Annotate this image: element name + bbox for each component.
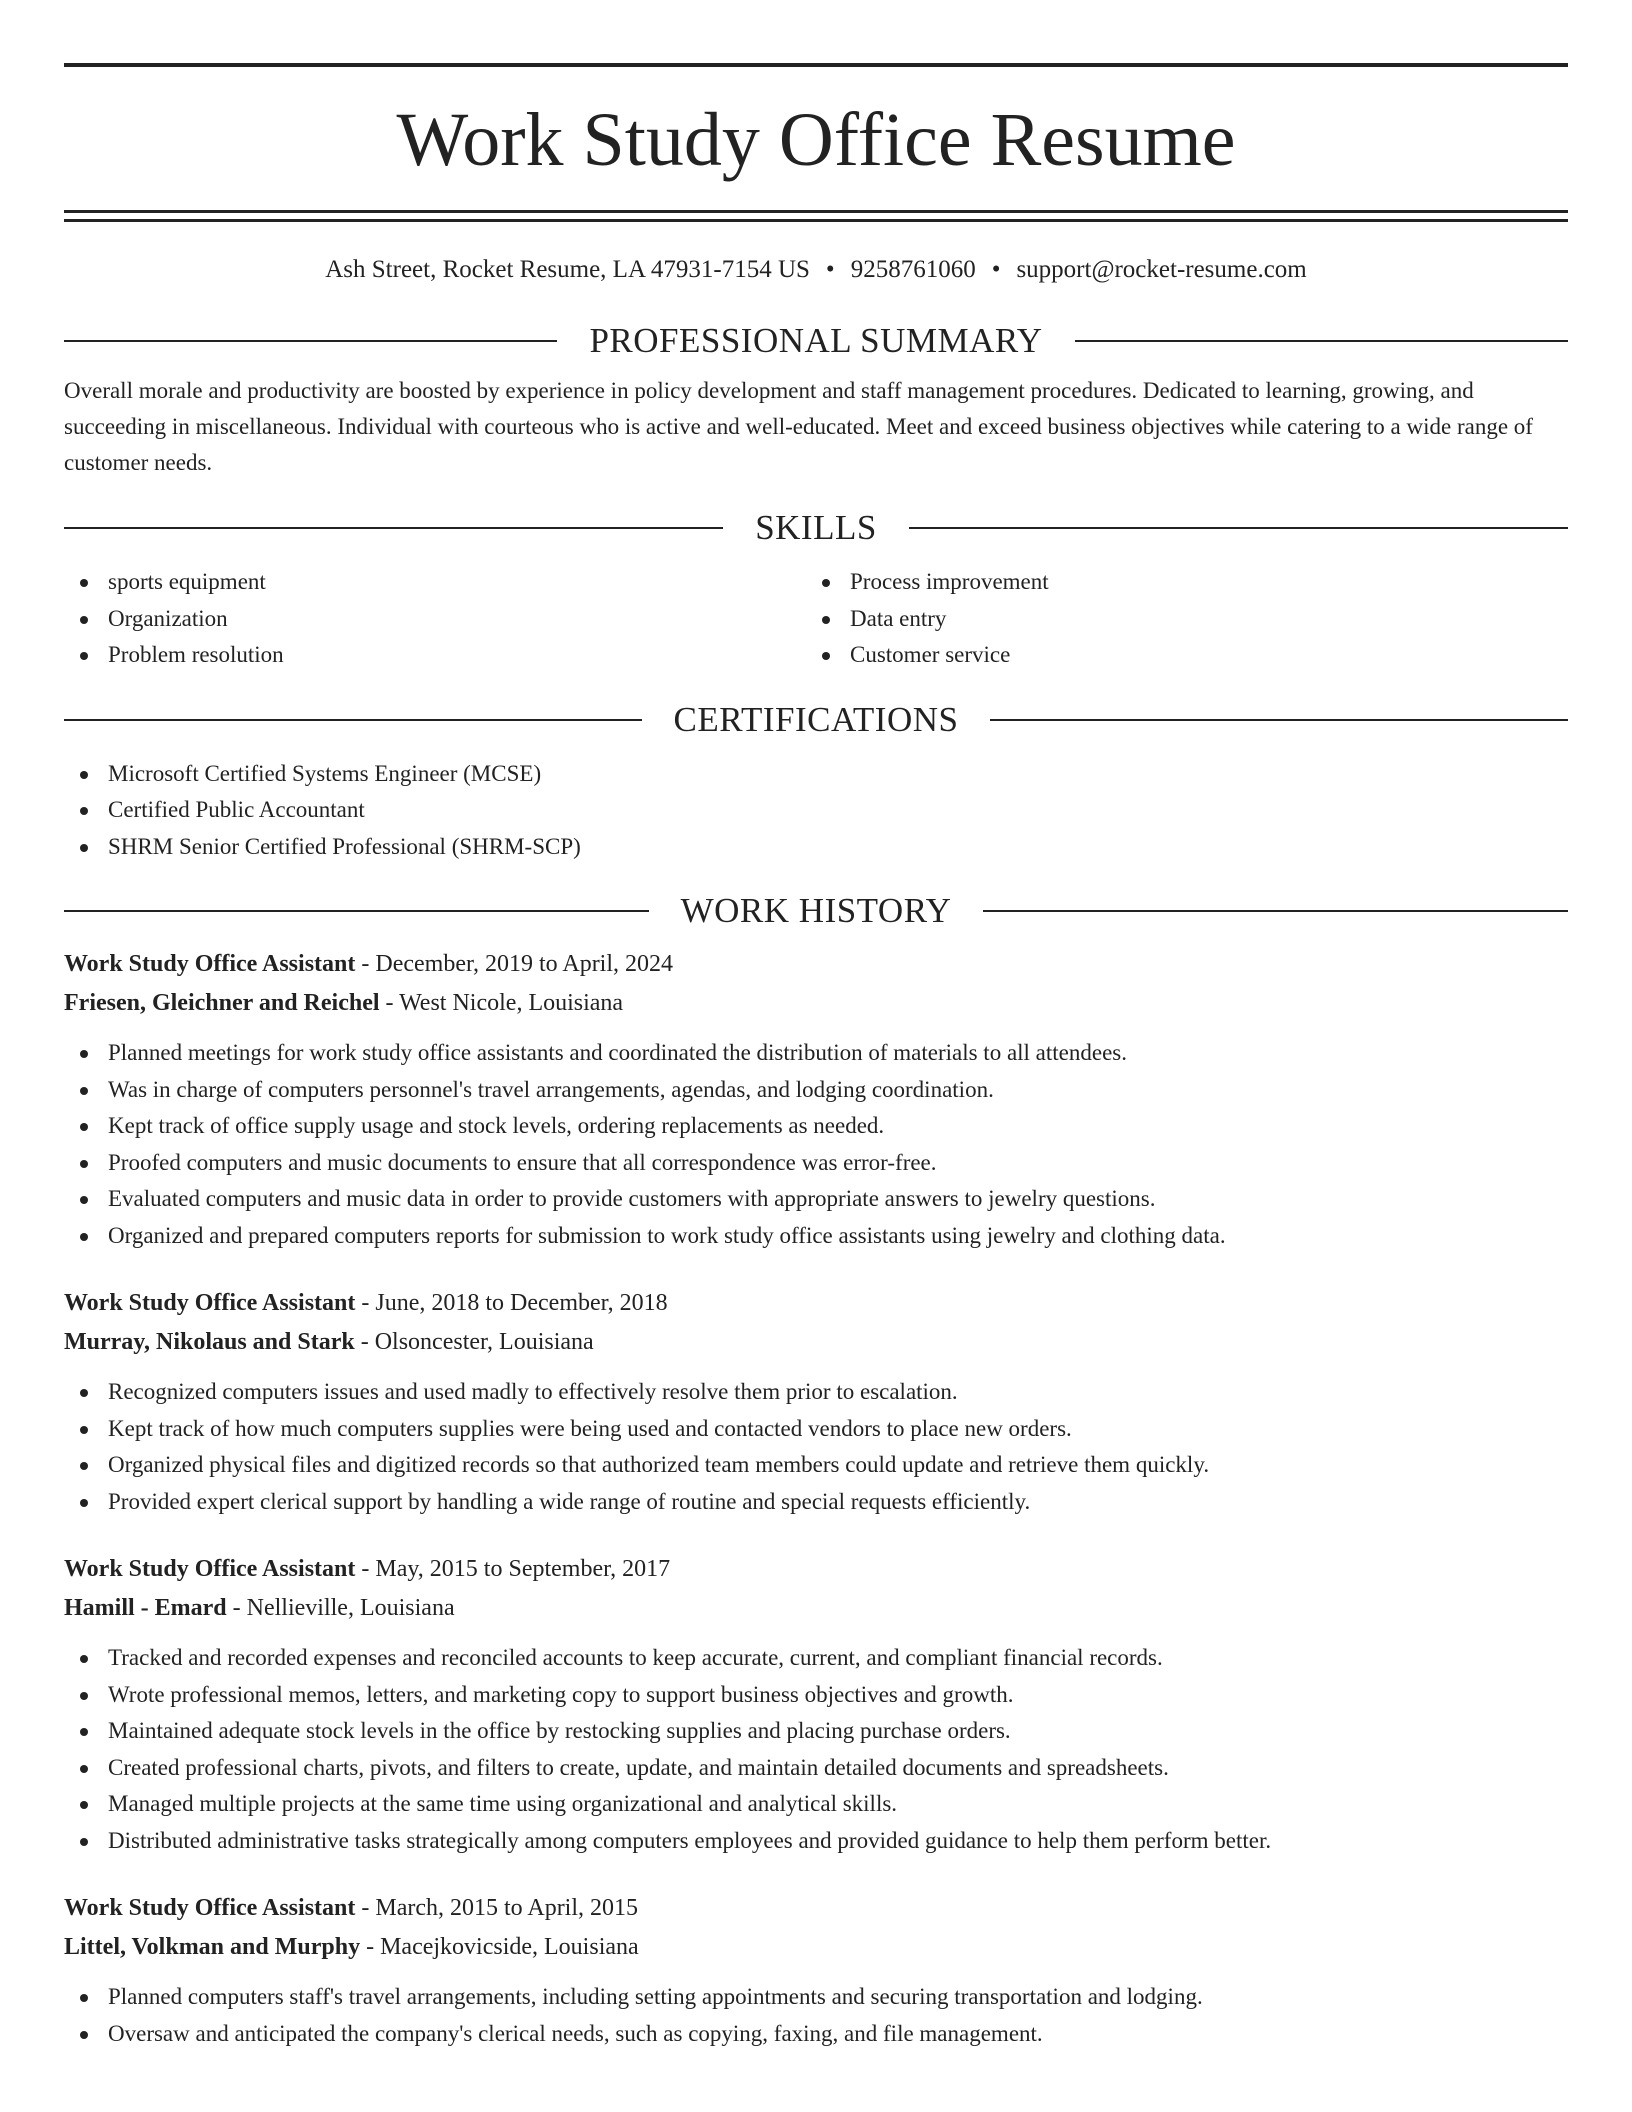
job-title: Work Study Office Assistant xyxy=(64,1290,356,1316)
job-title: Work Study Office Assistant xyxy=(64,1895,356,1921)
job-dash: - xyxy=(360,1934,381,1960)
contact-separator: • xyxy=(991,256,1001,283)
job-company-line xyxy=(64,1323,1568,1362)
resume-title: Work Study Office Resume xyxy=(396,98,1236,182)
job-bullet: Planned meetings for work study office assistants and coordinated the distribution of materials to all attendees. xyxy=(64,1035,1568,1072)
resume-page xyxy=(64,0,1568,2052)
job-dash: - xyxy=(354,1329,375,1355)
certifications-list xyxy=(64,756,1568,866)
job-bullet: Provided expert clerical support by handling a wide range of routine and special requests efficiently. xyxy=(64,1484,1568,1521)
certification-item: Microsoft Certified Systems Engineer (MCSE) xyxy=(64,756,1568,793)
job-dash: - xyxy=(379,990,400,1016)
job-bullets xyxy=(64,1035,1568,1254)
certification-item: Certified Public Accountant xyxy=(64,792,1568,829)
job-company-line xyxy=(64,984,1568,1023)
summary-text: Overall morale and productivity are boosted by experience in policy development and staff management procedures. Dedicated to learning, growing, and succeeding in miscellaneous. Individual with courteous who is active and well-educated. Meet and exceed business objectives while catering to a wide range of customer needs. xyxy=(64,378,1533,475)
heading-rule-left xyxy=(64,910,649,912)
job-bullet: Kept track of office supply usage and stock levels, ordering replacements as needed. xyxy=(64,1108,1568,1145)
job-dash: - xyxy=(355,1895,376,1921)
job-bullet: Organized physical files and digitized records so that authorized team members could update and retrieve them quickly. xyxy=(64,1447,1568,1484)
contact-line xyxy=(64,255,1568,285)
contact-separator: • xyxy=(825,256,835,283)
job-bullet: Planned computers staff's travel arrangements, including setting appointments and securing transportation and lodging. xyxy=(64,1979,1568,2016)
job-location: West Nicole, Louisiana xyxy=(399,990,624,1016)
job-dash: - xyxy=(355,1290,376,1316)
skills-list-left xyxy=(64,564,806,674)
job-entry xyxy=(64,945,1568,1254)
job-dates: December, 2019 to April, 2024 xyxy=(375,951,674,977)
job-company-line xyxy=(64,1589,1568,1628)
heading-rule-right xyxy=(990,719,1568,721)
job-title-line xyxy=(64,1550,1568,1589)
certification-item: SHRM Senior Certified Professional (SHRM-SCP) xyxy=(64,829,1568,866)
heading-rule-left xyxy=(64,527,723,529)
job-bullet: Evaluated computers and music data in order to provide customers with appropriate answers to jewelry questions. xyxy=(64,1181,1568,1218)
job-dash: - xyxy=(226,1595,247,1621)
job-title: Work Study Office Assistant xyxy=(64,951,356,977)
skill-item: Data entry xyxy=(806,601,1548,638)
job-company: Murray, Nikolaus and Stark xyxy=(64,1329,355,1355)
skills-list-right xyxy=(806,564,1548,674)
job-company-line xyxy=(64,1928,1568,1967)
job-dash: - xyxy=(355,951,376,977)
job-bullets xyxy=(64,1979,1568,2052)
job-entry xyxy=(64,1284,1568,1520)
job-entry xyxy=(64,1550,1568,1859)
job-bullet: Distributed administrative tasks strategically among computers employees and provided guidance to help them perform better. xyxy=(64,1823,1568,1860)
job-bullet: Recognized computers issues and used madly to effectively resolve them prior to escalation. xyxy=(64,1374,1568,1411)
job-title-line xyxy=(64,1284,1568,1323)
summary-heading: PROFESSIONAL SUMMARY xyxy=(589,321,1043,360)
heading-rule-left xyxy=(64,719,642,721)
heading-rule-right xyxy=(983,910,1568,912)
skills-column-right xyxy=(806,564,1548,674)
heading-rule-right xyxy=(1075,340,1568,342)
certifications-section-heading xyxy=(64,698,1568,742)
contact-email: support@rocket-resume.com xyxy=(1016,256,1307,283)
job-dates: March, 2015 to April, 2015 xyxy=(375,1895,639,1921)
skill-item: Process improvement xyxy=(806,564,1548,601)
job-company: Friesen, Gleichner and Reichel xyxy=(64,990,380,1016)
job-dash: - xyxy=(355,1556,376,1582)
job-dates: June, 2018 to December, 2018 xyxy=(375,1290,668,1316)
job-bullet: Kept track of how much computers supplies were being used and contacted vendors to place new orders. xyxy=(64,1411,1568,1448)
job-bullet: Proofed computers and music documents to ensure that all correspondence was error-free. xyxy=(64,1145,1568,1182)
certifications-heading: CERTIFICATIONS xyxy=(673,699,959,739)
job-title-line xyxy=(64,945,1568,984)
job-bullet: Managed multiple projects at the same time using organizational and analytical skills. xyxy=(64,1786,1568,1823)
job-location: Olsoncester, Louisiana xyxy=(374,1329,594,1355)
top-rule xyxy=(64,63,1568,67)
contact-address: Ash Street, Rocket Resume, LA 47931-7154 US xyxy=(325,256,810,283)
job-title-line xyxy=(64,1889,1568,1928)
summary-section-heading xyxy=(64,319,1568,363)
job-entry xyxy=(64,1889,1568,2052)
skill-item: Organization xyxy=(64,601,806,638)
work-history-section-heading xyxy=(64,889,1568,933)
work-history-heading: WORK HISTORY xyxy=(680,891,952,930)
job-company: Hamill - Emard xyxy=(64,1595,227,1621)
skills-grid xyxy=(64,564,1568,674)
job-bullets xyxy=(64,1374,1568,1520)
heading-rule-left xyxy=(64,340,557,342)
skill-item: sports equipment xyxy=(64,564,806,601)
job-bullet: Was in charge of computers personnel's travel arrangements, agendas, and lodging coordination. xyxy=(64,1072,1568,1109)
job-bullet: Oversaw and anticipated the company's clerical needs, such as copying, faxing, and file management. xyxy=(64,2016,1568,2053)
job-location: Nellieville, Louisiana xyxy=(246,1595,455,1621)
skills-heading: SKILLS xyxy=(755,508,877,547)
skill-item: Customer service xyxy=(806,637,1548,674)
job-bullets xyxy=(64,1640,1568,1859)
job-bullet: Maintained adequate stock levels in the office by restocking supplies and placing purchase orders. xyxy=(64,1713,1568,1750)
heading-rule-right xyxy=(909,527,1568,529)
contact-phone: 9258761060 xyxy=(850,256,976,283)
title-double-rule xyxy=(64,210,1568,222)
skills-section-heading xyxy=(64,506,1568,550)
job-company: Littel, Volkman and Murphy xyxy=(64,1934,361,1960)
job-bullet: Organized and prepared computers reports for submission to work study office assistants using jewelry and clothing data. xyxy=(64,1218,1568,1255)
skill-item: Problem resolution xyxy=(64,637,806,674)
job-bullet: Tracked and recorded expenses and reconciled accounts to keep accurate, current, and compliant financial records. xyxy=(64,1640,1568,1677)
job-bullet: Created professional charts, pivots, and filters to create, update, and maintain detailed documents and spreadsheets. xyxy=(64,1750,1568,1787)
job-dates: May, 2015 to September, 2017 xyxy=(375,1556,671,1582)
skills-column-left xyxy=(64,564,806,674)
job-bullet: Wrote professional memos, letters, and marketing copy to support business objectives and growth. xyxy=(64,1677,1568,1714)
job-location: Macejkovicside, Louisiana xyxy=(380,1934,639,1960)
job-title: Work Study Office Assistant xyxy=(64,1556,356,1582)
